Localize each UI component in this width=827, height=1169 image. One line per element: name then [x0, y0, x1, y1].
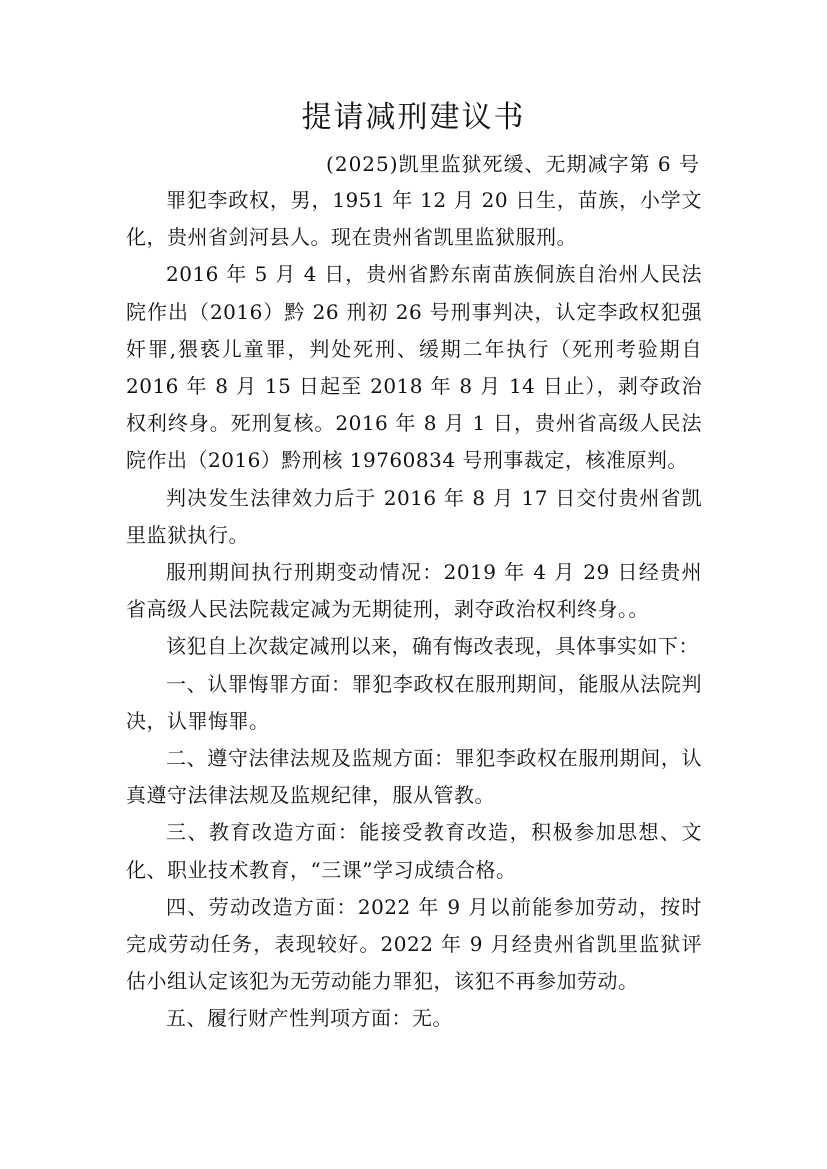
paragraph-delivery: 判决发生法律效力后于 2016 年 8 月 17 日交付贵州省凯里监狱执行。	[126, 485, 702, 547]
paragraph-labor-reform: 四、劳动改造方面：2022 年 9 月以前能参加劳动，按时完成劳动任务，表现较好。2022 年 9 月经贵州省凯里监狱评估小组认定该犯为无劳动能力罪犯，该犯不再参加劳动。	[126, 894, 702, 994]
paragraph-sentence-changes: 服刑期间执行刑期变动情况：2019 年 4 月 29 日经贵州省高级人民法院裁定减为无期徒刑，剥夺政治权利终身。。	[126, 560, 702, 622]
document-body	[126, 182, 702, 1038]
paragraph-property-judgment: 五、履行财产性判项方面：无。	[166, 1006, 453, 1031]
paragraph-law-compliance: 二、遵守法律法规及监规方面：罪犯李政权在服刑期间，认真遵守法律法规及监规纪律，服从管教。	[126, 746, 702, 808]
paragraph-repentance-intro: 该犯自上次裁定减刑以来，确有悔改表现，具体事实如下：	[166, 634, 699, 659]
paragraph-education-reform: 三、教育改造方面：能接受教育改造，积极参加思想、文化、职业技术教育，“三课”学习成绩合格。	[126, 820, 702, 882]
paragraph-admission-of-guilt: 一、认罪悔罪方面：罪犯李政权在服刑期间，能服从法院判决，认罪悔罪。	[126, 671, 702, 733]
paragraph-criminal-info: 罪犯李政权，男，1951 年 12 月 20 日生，苗族，小学文化，贵州省剑河县人。现在贵州省凯里监狱服刑。	[126, 188, 702, 250]
document-number: (2025)凯里监狱死缓、无期减字第 6 号	[326, 152, 700, 176]
document-title: 提请减刑建议书	[301, 100, 526, 135]
paragraph-judgment: 2016 年 5 月 4 日，贵州省黔东南苗族侗族自治州人民法院作出（2016）黔 26 刑初 26 号刑事判决，认定李政权犯强奸罪,猥亵儿童罪，判处死刑、缓期二年执行（死刑考验期自 2016 年 8 月 15 日起至 2018 年 8 月 14 日止），剥夺政治权利终身。死刑复核。2016 年 8 月 1 日，贵州省高级人民法院作出（2016）黔刑核 19760834 号刑事裁定，核准原判。	[126, 262, 702, 473]
